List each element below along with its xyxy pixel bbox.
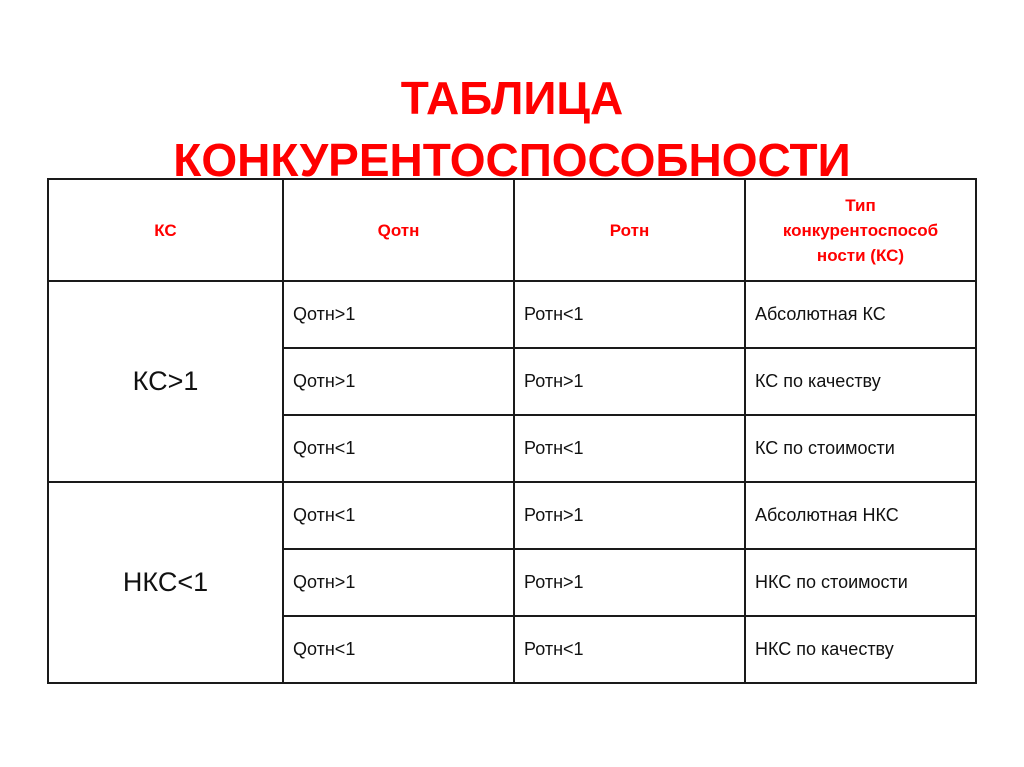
cell-p: Ротн<1 (514, 415, 745, 482)
cell-type: Абсолютная НКС (745, 482, 976, 549)
cell-p: Ротн>1 (514, 482, 745, 549)
header-type-line-1: Тип (845, 195, 876, 215)
cell-q: Qотн<1 (283, 616, 514, 683)
header-type-line-3: ности (КС) (816, 245, 905, 265)
header-ks: КС (48, 179, 283, 281)
group-label-ks: КС>1 (48, 281, 283, 482)
group-label-nks: НКС<1 (48, 482, 283, 683)
cell-q: Qотн>1 (283, 348, 514, 415)
header-type (745, 179, 976, 281)
cell-p: Ротн<1 (514, 616, 745, 683)
header-type-line-2: конкурентоспособ (782, 220, 939, 240)
cell-q: Qотн>1 (283, 281, 514, 348)
table-row (48, 482, 976, 549)
cell-p: Ротн<1 (514, 281, 745, 348)
cell-type: Абсолютная КС (745, 281, 976, 348)
cell-q: Qотн>1 (283, 549, 514, 616)
cell-type: НКС по качеству (745, 616, 976, 683)
competitiveness-table (47, 178, 977, 684)
cell-type: НКС по стоимости (745, 549, 976, 616)
page-title (0, 67, 1024, 191)
cell-type: КС по стоимости (745, 415, 976, 482)
cell-type: КС по качеству (745, 348, 976, 415)
header-p-rel: Ротн (514, 179, 745, 281)
cell-p: Ротн>1 (514, 549, 745, 616)
cell-p: Ротн>1 (514, 348, 745, 415)
cell-q: Qотн<1 (283, 482, 514, 549)
cell-q: Qотн<1 (283, 415, 514, 482)
title-line-2: КОНКУРЕНТОСПОСОБНОСТИ (173, 133, 851, 186)
table-row (48, 281, 976, 348)
table-header-row (48, 179, 976, 281)
header-q-rel: Qотн (283, 179, 514, 281)
title-line-1: ТАБЛИЦА (400, 71, 624, 124)
